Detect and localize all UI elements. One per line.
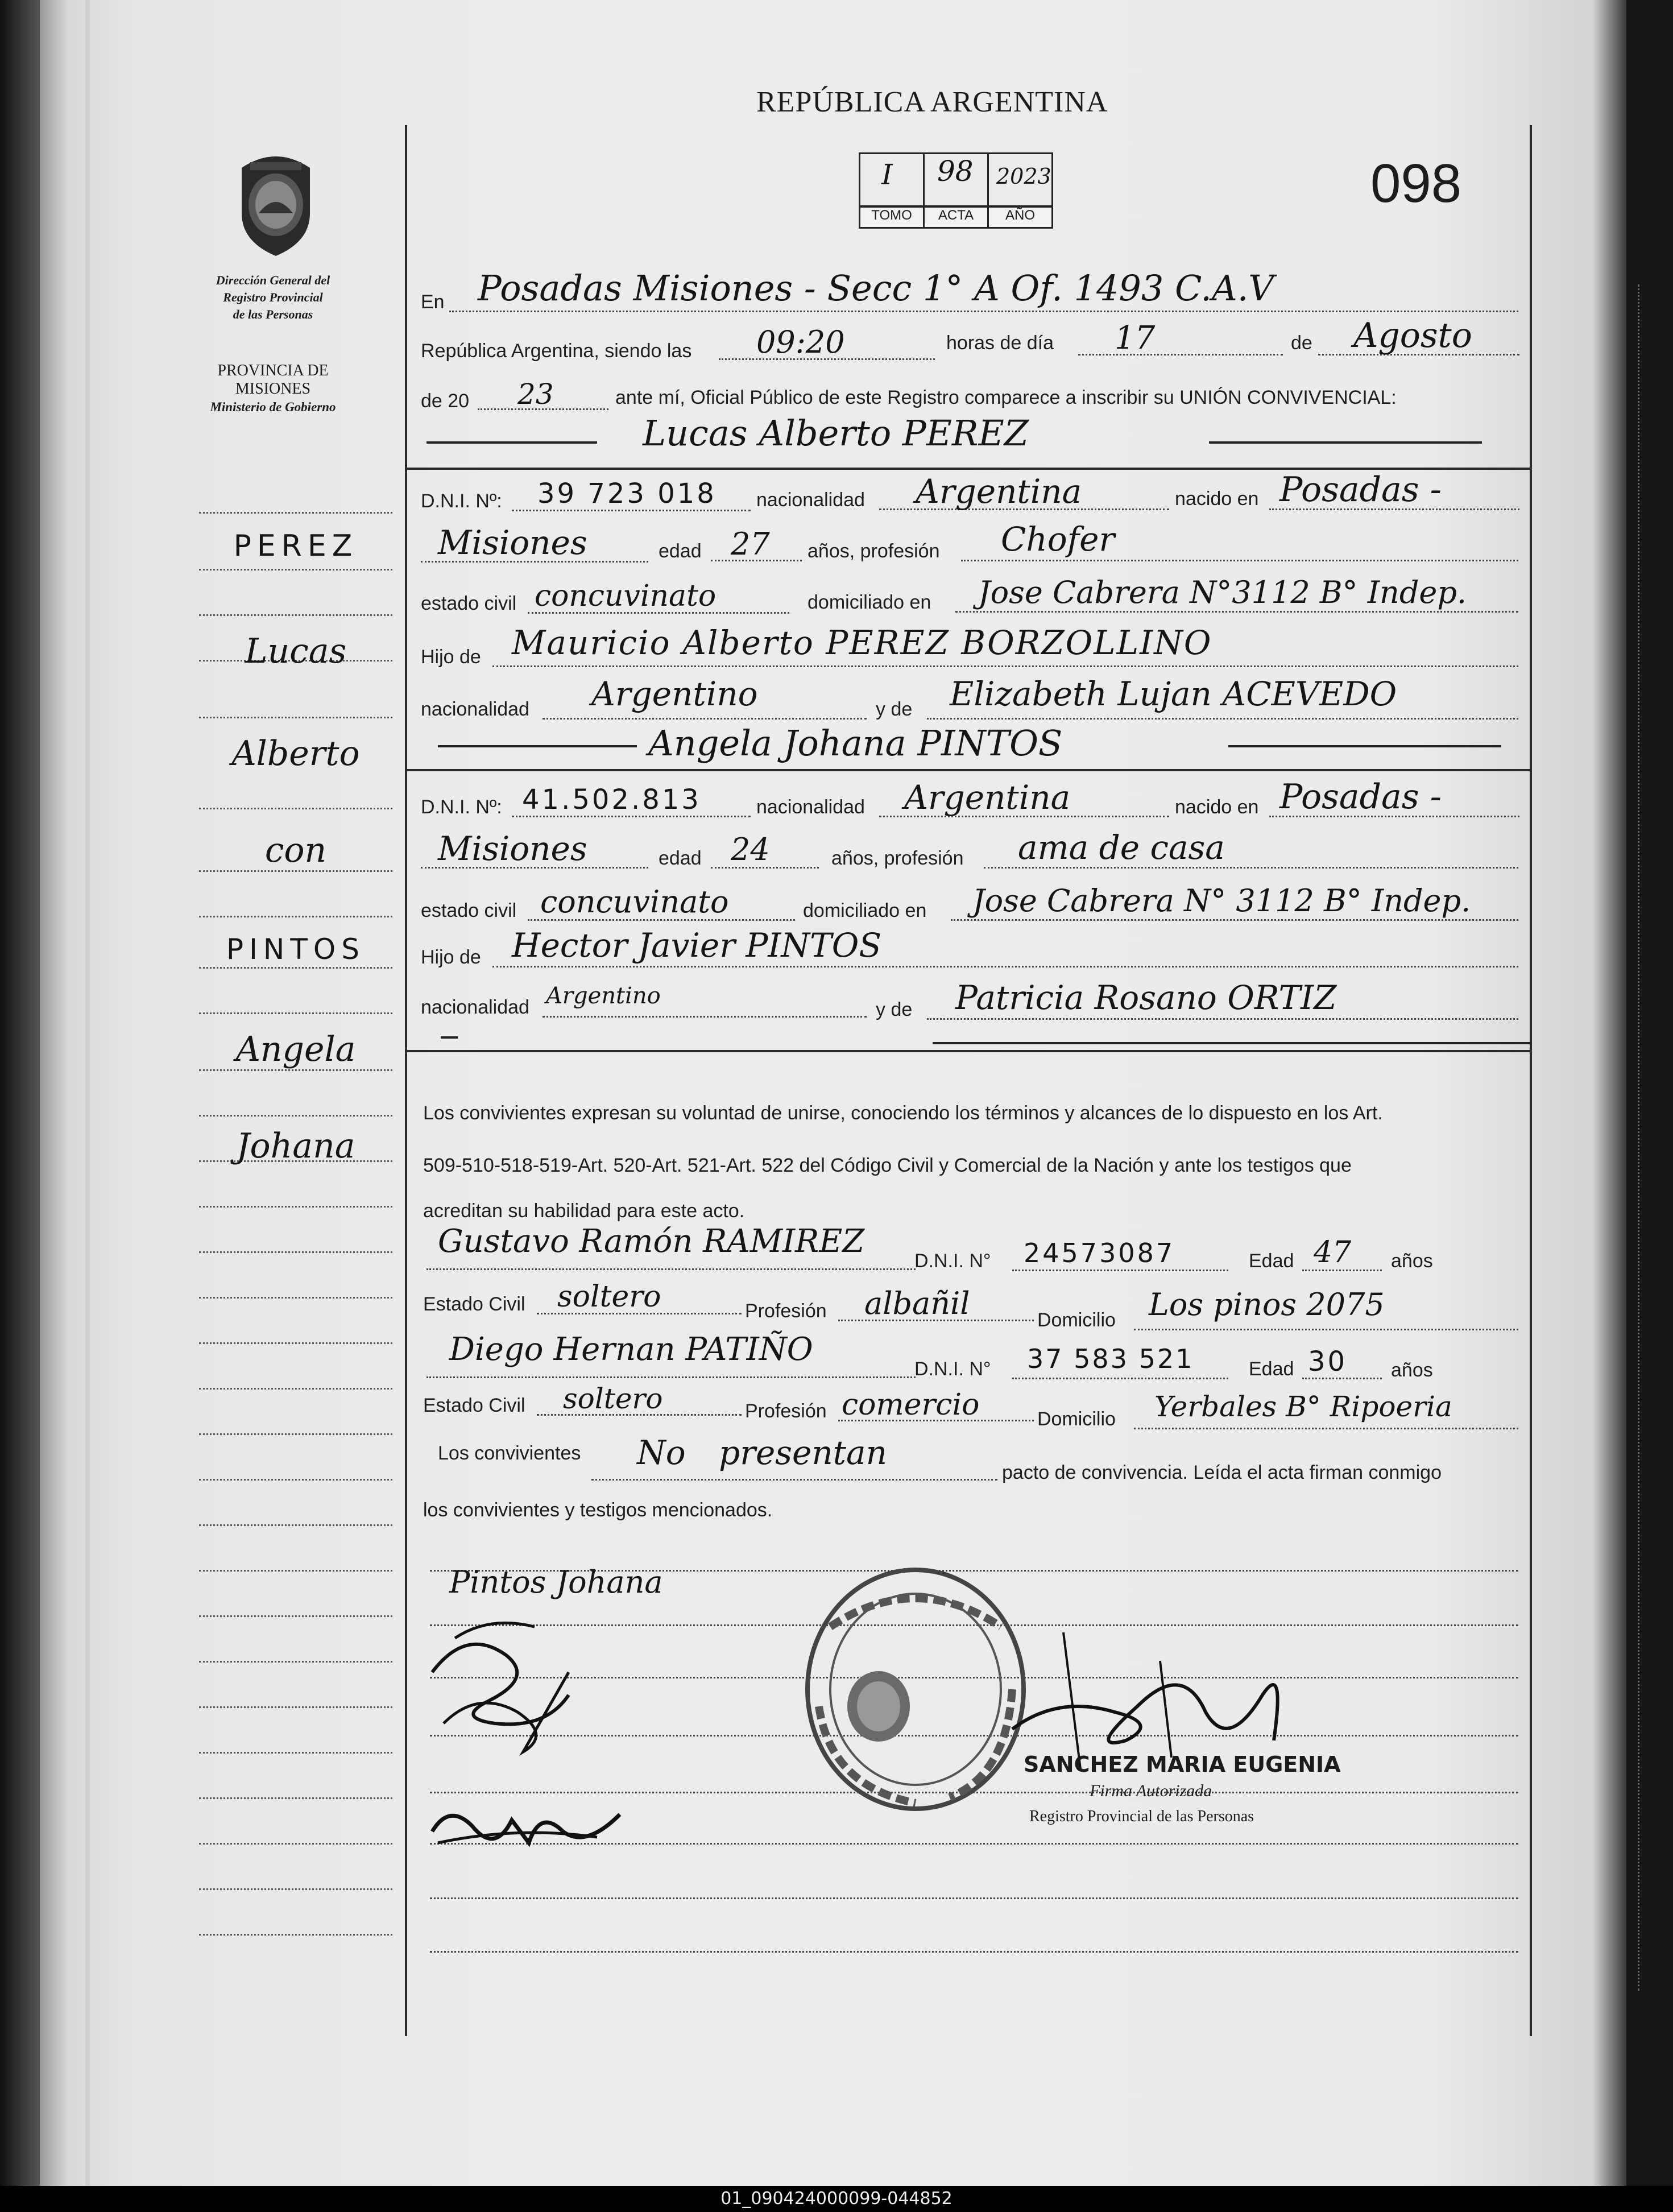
signature-scribble-icon — [421, 1604, 591, 1775]
p1-age: 27 — [731, 526, 770, 562]
margin-name-5: PINTOS — [226, 933, 365, 966]
w2-age: 30 — [1308, 1346, 1348, 1378]
p1-civil: concuvinato — [535, 579, 717, 613]
official-org: Registro Provincial de las Personas — [1029, 1808, 1254, 1825]
w2-name: Diego Hernan PATIÑO — [449, 1331, 813, 1368]
signature-scribble-icon — [426, 1792, 631, 1866]
p1-nac-label: nacionalidad — [756, 489, 865, 511]
p1-birth1: Posadas - — [1279, 470, 1442, 510]
place-value: Posadas Misiones - Secc 1° A Of. 1493 C.A.V — [478, 267, 1274, 309]
w1-prof-label: Profesión — [745, 1300, 827, 1322]
p1-dom-label: domiciliado en — [807, 592, 931, 613]
divider-2 — [405, 769, 1532, 771]
p1-prof-line — [961, 560, 1518, 561]
p1-mother: Elizabeth Lujan ACEVEDO — [950, 675, 1397, 713]
margin-rule — [199, 1069, 392, 1071]
p1-civil-label: estado civil — [421, 593, 517, 614]
margin-rule — [199, 1251, 392, 1253]
margin-rule — [199, 1479, 392, 1481]
p1-dni: 39 723 018 — [537, 478, 717, 510]
official-seal-icon — [796, 1558, 1035, 1820]
en-label: En — [421, 291, 445, 313]
page-edge — [85, 0, 90, 2186]
name1-dash-left — [426, 441, 597, 444]
w1-name-line — [426, 1268, 916, 1270]
horas-label: horas de día — [946, 332, 1054, 354]
no-present-line — [591, 1479, 997, 1481]
margin-rule — [199, 1297, 392, 1299]
w2-dni: 37 583 521 — [1027, 1343, 1194, 1374]
p1-parents-nat: Argentino — [591, 675, 758, 713]
margin-rule — [199, 614, 392, 616]
p2-civil: concuvinato — [540, 884, 729, 920]
margin-rule — [199, 1843, 392, 1845]
margin-name-6: Angela — [235, 1029, 356, 1069]
w1-anos-label: años — [1391, 1250, 1433, 1272]
p2-father-line — [492, 966, 1518, 968]
margin-rule — [199, 808, 392, 809]
next-page-fragment — [1638, 284, 1657, 1991]
p1-dni-label: D.N.I. Nº: — [421, 490, 502, 512]
p2-pnat-line — [543, 1016, 867, 1018]
sig-rule — [430, 1897, 1518, 1899]
partner-name-header: Angela Johana PINTOS — [648, 722, 1063, 764]
p1-dni-line — [512, 510, 751, 511]
signature-pintos-johana: Pintos Johana — [449, 1564, 663, 1600]
anio-value: 2023 — [996, 164, 1051, 189]
p2-end-dash — [933, 1042, 1530, 1044]
p1-father-line — [492, 665, 1518, 667]
w2-address: Yerbales B° Ripoeria — [1154, 1390, 1452, 1423]
person1-name-header: Lucas Alberto PEREZ — [643, 412, 1029, 454]
province-line2: MISIONES — [235, 380, 311, 398]
p1-dom-line — [955, 611, 1518, 613]
margin-rule — [199, 1012, 392, 1014]
margin-name-4: con — [264, 830, 327, 870]
partner-dash-right — [1228, 745, 1501, 747]
w1-dni: 24573087 — [1024, 1238, 1175, 1268]
p2-nacido-label: nacido en — [1175, 796, 1259, 818]
day-value: 17 — [1115, 320, 1156, 357]
divider-3 — [405, 1050, 1532, 1052]
w2-age-line — [1302, 1378, 1382, 1379]
province-text — [188, 362, 358, 416]
p1-pnat-line — [543, 718, 867, 720]
dir-line1: Dirección General del — [216, 273, 330, 287]
statement-line3: acreditan su habilidad para este acto. — [423, 1200, 745, 1222]
margin-name-3: Alberto — [231, 734, 360, 774]
margin-rule — [199, 1934, 392, 1936]
w1-dom-label: Domicilio — [1037, 1309, 1116, 1331]
w1-profession: albañil — [864, 1285, 970, 1321]
official-name: SANCHEZ MARIA EUGENIA — [1024, 1752, 1341, 1777]
p2-address: Jose Cabrera N° 3112 B° Indep. — [972, 883, 1471, 919]
w1-edad-label: Edad — [1249, 1250, 1294, 1272]
country-title: REPÚBLICA ARGENTINA — [756, 86, 1108, 118]
tomo-label: TOMO — [859, 206, 925, 229]
w2-civil-label: Estado Civil — [423, 1395, 525, 1416]
margin-rule — [199, 1115, 392, 1117]
p2-yde-label: y de — [876, 999, 913, 1020]
margin-rule — [199, 1752, 392, 1754]
margin-rule — [199, 1706, 392, 1708]
p1-prof-label: años, profesión — [807, 540, 940, 562]
p2-prof-line — [984, 867, 1518, 869]
p1-mother-line — [927, 718, 1518, 720]
w2-edad-label: Edad — [1249, 1358, 1294, 1380]
w1-age-line — [1302, 1270, 1382, 1271]
w1-name: Gustavo Ramón RAMIREZ — [438, 1223, 865, 1260]
margin-rule — [199, 1388, 392, 1390]
dir-line2: Registro Provincial — [223, 290, 323, 304]
province-line1: PROVINCIA DE — [217, 362, 329, 379]
p2-mother: Patricia Rosano ORTIZ — [955, 978, 1337, 1017]
partner-dash-left — [438, 745, 637, 747]
ministry-line: Ministerio de Gobierno — [210, 400, 336, 414]
p2-dom-line — [951, 919, 1518, 921]
year-prefix: de 20 — [421, 390, 470, 412]
tomo-value: I — [881, 158, 893, 191]
w1-age: 47 — [1314, 1235, 1352, 1270]
name1-dash-right — [1209, 441, 1482, 444]
official-title: Firma Autorizada — [1090, 1781, 1212, 1800]
province-crest-icon — [230, 151, 321, 259]
w1-civil-label: Estado Civil — [423, 1293, 525, 1315]
w2-profession: comercio — [842, 1388, 980, 1422]
pacto-label: pacto de convivencia. Leída el acta firman conmigo — [1002, 1462, 1442, 1483]
acta-label: ACTA — [923, 206, 989, 229]
frame-right-line — [1530, 125, 1532, 2036]
margin-rule — [199, 1888, 392, 1890]
p2-mother-line — [927, 1018, 1518, 1020]
dir-line3: de las Personas — [233, 307, 313, 321]
p2-nationality: Argentina — [904, 778, 1071, 817]
p1-hijo-label: Hijo de — [421, 646, 481, 668]
acta-value: 98 — [937, 155, 974, 188]
margin-name-1: PEREZ — [233, 529, 358, 563]
margin-rule — [199, 1342, 392, 1344]
w1-civil: soltero — [557, 1280, 661, 1314]
p2-dni-line — [512, 816, 751, 817]
margin-rule — [199, 916, 392, 917]
p2-prof-label: años, profesión — [831, 847, 964, 869]
year-suffix: 23 — [517, 378, 554, 411]
w1-dom-line — [1134, 1329, 1518, 1330]
margin-rule — [199, 512, 392, 514]
p2-dni-label: D.N.I. Nº: — [421, 796, 502, 818]
time-value: 09:20 — [756, 324, 845, 360]
statement-line1: Los convivientes expresan su voluntad de unirse, conociendo los términos y alcances de lo dispuesto en los Art. — [423, 1102, 1383, 1124]
w2-anos-label: años — [1391, 1359, 1433, 1381]
no-present: No presentan — [637, 1433, 887, 1472]
w2-dom-label: Domicilio — [1037, 1408, 1116, 1430]
frame-left-line — [405, 125, 407, 2036]
p1-yde-label: y de — [876, 698, 913, 720]
p2-profession: ama de casa — [1018, 828, 1225, 867]
left-panel-text — [188, 272, 358, 323]
p1-nationality: Argentina — [916, 472, 1082, 511]
month-value: Agosto — [1353, 316, 1472, 355]
margin-rule — [199, 1433, 392, 1435]
p2-parents-nat: Argentino — [546, 983, 661, 1009]
p2-dom-label: domiciliado en — [803, 900, 927, 921]
p2-birth2: Misiones — [438, 829, 587, 868]
p2-civil-label: estado civil — [421, 900, 517, 921]
p2-end-tick — [441, 1036, 458, 1039]
p1-edad-label: edad — [659, 540, 702, 562]
margin-name-7: Johana — [236, 1126, 355, 1166]
p1-address: Jose Cabrera N°3112 B° Indep. — [978, 574, 1467, 610]
margin-rule — [199, 967, 392, 969]
margin-rule — [199, 1661, 392, 1663]
p2-birth1: Posadas - — [1279, 777, 1442, 817]
w2-name-line — [426, 1376, 916, 1378]
p2-father: Hector Javier PINTOS — [512, 926, 882, 965]
margin-rule — [199, 1570, 392, 1572]
p2-age: 24 — [731, 832, 770, 867]
p2-nac2-label: nacionalidad — [421, 997, 529, 1018]
w2-civil: soltero — [563, 1382, 663, 1415]
p1-father: Mauricio Alberto PEREZ BORZOLLINO — [512, 623, 1212, 662]
margin-rule — [199, 1615, 392, 1617]
margin-rule — [199, 569, 392, 570]
place-line — [449, 311, 1518, 312]
margin-rule — [199, 717, 392, 718]
w2-dni-label: D.N.I. N° — [914, 1358, 991, 1380]
de-label: de — [1291, 332, 1312, 354]
p2-dni: 41.502.813 — [522, 784, 701, 816]
margin-name-2: Lucas — [245, 631, 347, 671]
p1-nacido-label: nacido en — [1175, 488, 1259, 510]
margin-rule — [199, 870, 392, 872]
w2-dni-line — [1012, 1378, 1228, 1379]
w1-address: Los pinos 2075 — [1149, 1287, 1385, 1322]
w2-prof-label: Profesión — [745, 1400, 827, 1422]
anio-label: AÑO — [987, 206, 1053, 229]
compare-label: ante mí, Oficial Público de este Registro comparece a inscribir su UNIÓN CONVIVENCIAL: — [615, 387, 1397, 408]
sig-rule — [430, 1951, 1518, 1953]
margin-rule — [199, 1206, 392, 1208]
p2-hijo-label: Hijo de — [421, 946, 481, 968]
p1-nac2-label: nacionalidad — [421, 698, 529, 720]
p2-edad-label: edad — [659, 847, 702, 869]
w2-dom-line — [1134, 1428, 1518, 1429]
day-line — [1078, 354, 1283, 355]
closing-line2: los convivientes y testigos mencionados. — [423, 1499, 773, 1521]
w1-dni-label: D.N.I. N° — [914, 1250, 991, 1272]
statement-line2: 509-510-518-519-Art. 520-Art. 521-Art. 522 del Código Civil y Comercial de la Nación y ante los testigos que — [423, 1155, 1352, 1176]
republica-label: República Argentina, siendo las — [421, 340, 692, 362]
p2-nac-label: nacionalidad — [756, 796, 865, 818]
scan-file-id: 01_090424000099-044852 — [720, 2189, 953, 2209]
margin-rule — [199, 1797, 392, 1799]
conv-label: Los convivientes — [438, 1442, 581, 1464]
book-spine — [0, 0, 40, 2186]
p1-birth2: Misiones — [438, 523, 587, 562]
w1-dni-line — [1012, 1270, 1228, 1271]
p1-profession: Chofer — [1001, 520, 1115, 559]
margin-rule — [199, 1524, 392, 1526]
page-number: 098 — [1370, 153, 1462, 214]
